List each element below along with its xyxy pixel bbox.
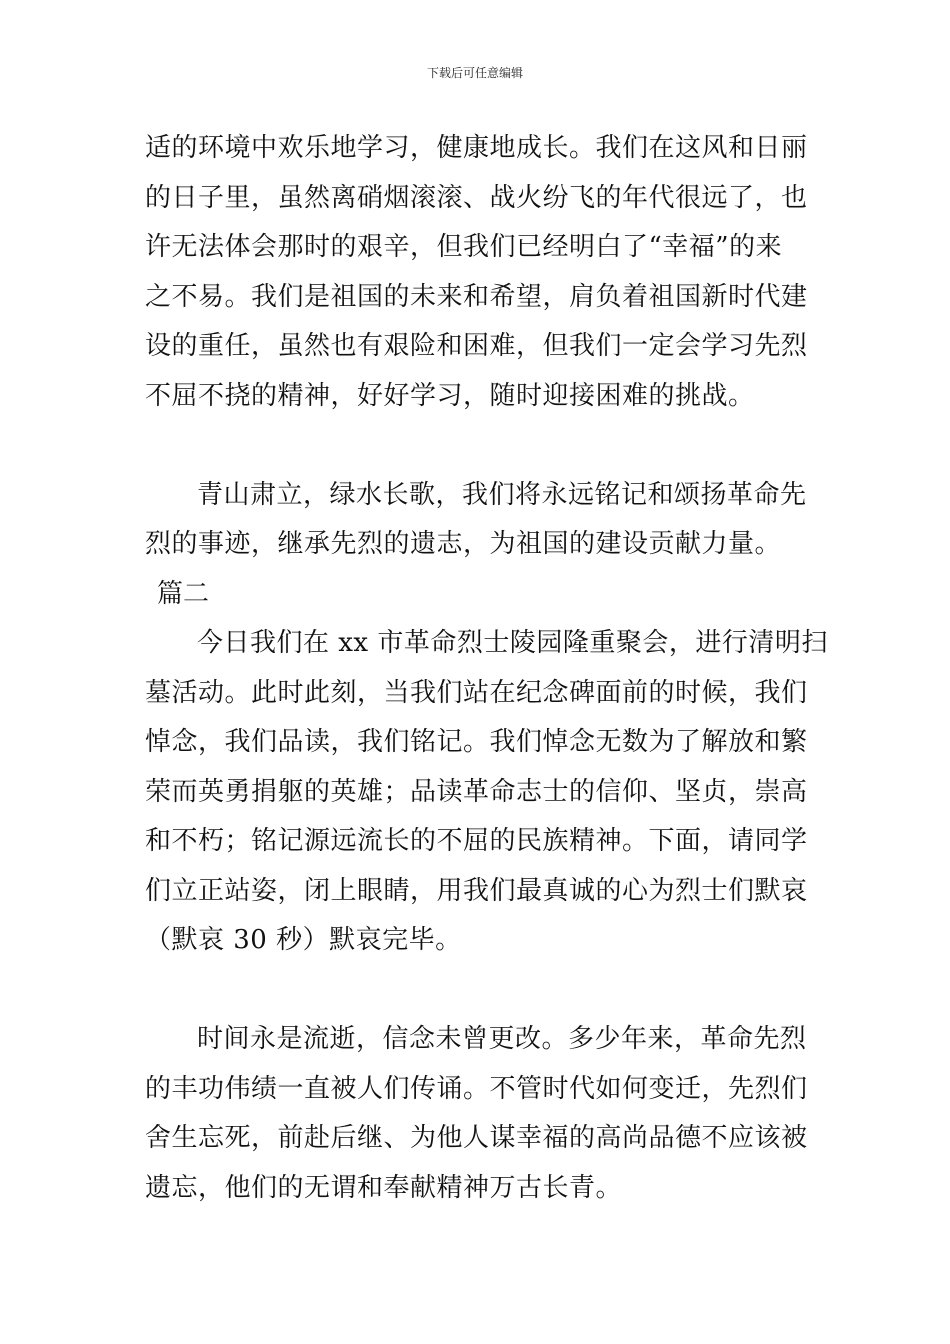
text-line: 荣而英勇捐躯的英雄；品读革命志士的信仰、坚贞，崇高	[145, 776, 808, 807]
text-line: 今日我们在 xx 市革命烈士陵园隆重聚会，进行清明扫	[197, 628, 828, 658]
text-line: 的丰功伟绩一直被人们传诵。不管时代如何变迁，先烈们	[145, 1073, 808, 1104]
text-line: 们立正站姿，闭上眼睛，用我们最真诚的心为烈士们默哀	[145, 875, 808, 906]
text-line: 时间永是流逝，信念未曾更改。多少年来，革命先烈	[197, 1024, 807, 1054]
text-line: 青山肃立，绿水长歌，我们将永远铭记和颂扬革命先	[197, 479, 807, 510]
text-line: 悼念，我们品读，我们铭记。我们悼念无数为了解放和繁	[145, 727, 808, 757]
paragraph-gap	[145, 966, 810, 1016]
text-line: 遗忘，他们的无谓和奉献精神万古长青。	[145, 1172, 623, 1203]
paragraph-gap	[145, 421, 810, 471]
paragraph-2	[145, 471, 810, 570]
section-title: 篇二	[157, 578, 210, 609]
text-line: 的日子里，虽然离硝烟滚滚、战火纷飞的年代很远了，也	[145, 182, 808, 213]
text-line: 适的环境中欢乐地学习，健康地成长。我们在这风和日丽	[145, 133, 808, 163]
paragraph-4	[145, 1015, 810, 1213]
header-note: 下载后可任意编辑	[426, 66, 523, 80]
text-line: 舍生忘死，前赴后继、为他人谋幸福的高尚品德不应该被	[145, 1123, 808, 1153]
text-line: 烈的事迹，继承先烈的遗志，为祖国的建设贡献力量。	[145, 529, 782, 559]
text-line: 许无法体会那时的艰辛，但我们已经明白了“幸福”的来	[145, 232, 783, 262]
text-line: 和不朽；铭记源远流长的不屈的民族精神。下面，请同学	[145, 826, 808, 856]
paragraph-1	[145, 124, 810, 421]
text-line: 设的重任，虽然也有艰险和困难，但我们一定会学习先烈	[145, 331, 808, 361]
document-body	[145, 124, 828, 1213]
text-line: （默哀 30 秒）默哀完毕。	[145, 925, 462, 955]
text-line: 墓活动。此时此刻，当我们站在纪念碑面前的时候，我们	[145, 677, 808, 708]
text-line: 不屈不挠的精神，好好学习，随时迎接困难的挑战。	[145, 380, 755, 411]
paragraph-3	[145, 619, 828, 966]
text-line: 之不易。我们是祖国的未来和希望，肩负着祖国新时代建	[145, 281, 808, 312]
